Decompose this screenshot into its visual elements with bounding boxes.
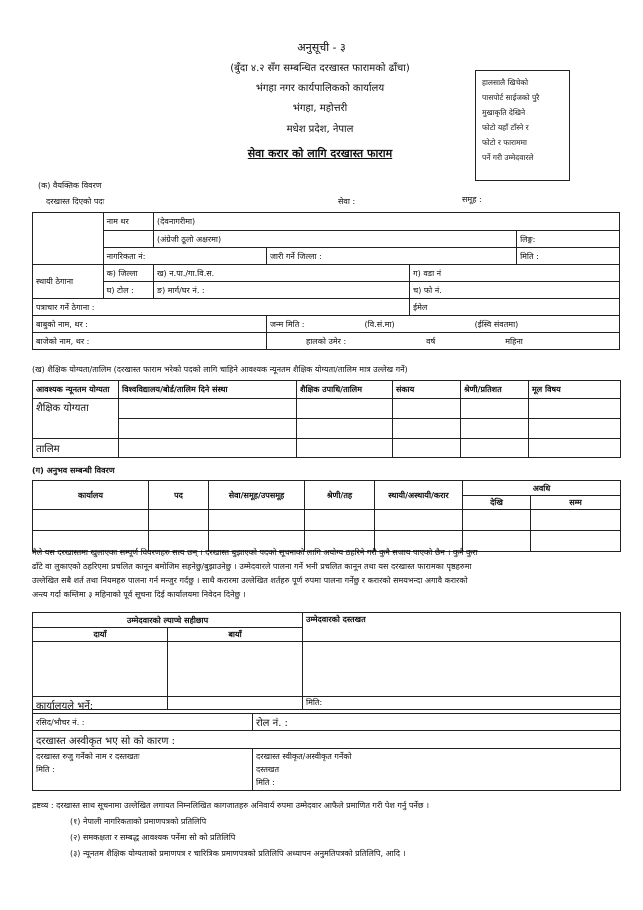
edu-cell[interactable] <box>529 439 621 458</box>
dob-bs-label: (वि.सं.मा) <box>364 319 395 329</box>
note-list <box>70 814 406 862</box>
exp-cell[interactable] <box>209 510 305 531</box>
service-label: सेवा : <box>338 197 356 206</box>
photo-line: मुखाकृति देखिने <box>482 108 526 117</box>
form-subtitle: (बुँदा ४.२ सँग सम्बन्धित दरखास्त फारामको ढाँचा) <box>230 63 410 74</box>
edu-cell[interactable] <box>119 439 297 458</box>
declaration-line: ढाँटे वा लुकाएको ठहरिएमा प्रचलित कानून बमोजिम सहनेछु/बुझाउनेछु । उम्मेदवारले पालना गर्ने भनी प्रचलित कानून तथा यस दरखास्त फारामका पृष्ठहरुमा <box>32 562 472 571</box>
left-thumb-label: बायाँ <box>168 628 303 642</box>
edu-cell[interactable] <box>119 399 297 419</box>
note-item: (१) नेपाली नागरिकताको प्रमाणपत्रको प्रतिलिपि <box>70 817 207 826</box>
edu-cell[interactable] <box>461 439 529 458</box>
exp-header-to: सम्म <box>531 496 621 510</box>
edu-header-degree: शैक्षिक उपाधि/तालिम <box>297 381 393 399</box>
exp-cell[interactable] <box>149 510 209 531</box>
personal-details-table <box>32 212 620 350</box>
name-label: नाम थर <box>103 213 153 231</box>
annex-label: अनुसूची - ३ <box>297 41 346 54</box>
exp-header-service: सेवा/समूह/उपसमूह <box>209 481 305 510</box>
permanent-address-label: स्थायी ठेगाना <box>33 265 104 299</box>
edu-cell[interactable] <box>297 399 393 419</box>
exp-cell[interactable] <box>33 510 149 531</box>
municipality-field[interactable]: ख) न.पा./गा.वि.स. <box>154 265 410 282</box>
citizenship-field[interactable]: नागरिकता नं: <box>103 248 266 265</box>
exp-header-post: पद <box>149 481 209 510</box>
signature-date-field[interactable]: मिति: <box>303 692 621 710</box>
checker-date-label: मिति : <box>36 765 55 774</box>
edu-header-faculty: संकाय <box>393 381 461 399</box>
photo-line: पासपोर्ट साईजको पुरै <box>482 93 540 102</box>
office-use-title: कार्यालयले भर्ने: <box>33 697 621 714</box>
exp-cell[interactable] <box>305 510 375 531</box>
photo-line: हालसालै खिचेको <box>482 78 529 87</box>
checker-field[interactable] <box>33 749 253 791</box>
group-label: समूह : <box>462 195 482 204</box>
phone-field[interactable]: च) फो नं. <box>410 282 620 299</box>
note-item: (२) समकक्षता र सम्बद्ध आवश्यक पर्नेमा सो को प्रतिलिपि <box>70 833 236 842</box>
dob-label: जन्म मिति : <box>269 319 305 329</box>
approver-date-label: मिति : <box>256 778 275 787</box>
marg-field[interactable]: ङ) मार्ग/घर नं. : <box>154 282 410 299</box>
email-field[interactable]: ईमेल <box>410 299 620 316</box>
exp-header-from: देखि <box>463 496 531 510</box>
declaration-line: अन्त्य गर्दा कम्तिमा ३ महिनाको पूर्व सूचना दिई कार्यालयमा निवेदन दिनेछु । <box>32 590 246 599</box>
dob-ad-label: (ईस्वि संवतमा) <box>474 319 519 329</box>
edu-header-min-qual: आवश्यक न्यूनतम योग्यता <box>33 381 119 399</box>
exp-cell[interactable] <box>463 510 531 531</box>
photo-line: फोटो यहाँ टाँस्ने र <box>482 123 529 132</box>
edu-cell[interactable] <box>461 399 529 419</box>
receipt-field[interactable]: रसिद/भौचर नं. : <box>33 714 253 731</box>
declaration-line: मैले यस दरखास्तमा खुलाएका सम्पूर्ण विवरणहरु सत्य छन् । दरखास्त बुझाएको पदको सूचनाको लागि अयोग्य ठहरिने गरी कुनै सजाय पाएको छैन । कुनै कुरा <box>32 548 478 557</box>
section-b-title: (ख) शैक्षिक योग्यता/तालिम (दरखास्त फाराम भरेको पदको लागि चाहिने आवश्यक न्यूनतम शैक्षिक योग्यता/तालिम मात्र उल्लेख गर्ने) <box>32 365 408 374</box>
declaration-line: उल्लेखित सबै शर्त तथा नियमहरु पालना गर्न मन्जुर गर्दछु । साथै करारमा उल्लेखित शर्तहरु पूर्ण रुपमा पालना गर्नेछु र करारको समयभन्दा अगावै करारको <box>32 576 468 585</box>
dob-field[interactable] <box>266 316 619 333</box>
gender-field[interactable]: लिङ्ग: <box>517 231 620 248</box>
exp-cell[interactable] <box>531 510 621 531</box>
photo-box <box>475 70 570 181</box>
edu-cell[interactable] <box>393 419 461 439</box>
edu-header-division: श्रेणी/प्रतिशत <box>461 381 529 399</box>
tole-field[interactable]: घ) टोल : <box>103 282 153 299</box>
exp-header-level: श्रेणी/तह <box>305 481 375 510</box>
edu-cell[interactable] <box>529 399 621 419</box>
exp-cell[interactable] <box>375 510 463 531</box>
edu-cell[interactable] <box>393 439 461 458</box>
candidate-signature-label: उम्मेदवारको दस्तखत <box>303 613 621 642</box>
province-name: मधेश प्रदेश, नेपाल <box>286 124 354 135</box>
fingerprint-label: उम्मेदवारको ल्याप्चे सहीछाप <box>33 613 303 628</box>
grandfather-name-field[interactable]: बाजेको नाम, थर : <box>33 333 267 350</box>
rejection-reason-field[interactable]: दरखास्त अस्वीकृत भए सो को कारण : <box>33 731 621 749</box>
district-field[interactable]: क) जिल्ला <box>103 265 153 282</box>
photo-line: फोटो र फाराममा <box>482 138 527 147</box>
note-item: (३) न्यूनतम शैक्षिक योग्यताको प्रमाणपत्र र चारित्रिक प्रमाणपत्रको प्रतिलिपि अध्यापन अनुमतिपत्रको प्रतिलिपि, आदि । <box>70 849 406 858</box>
edu-row-qualification: शैक्षिक योग्यता <box>33 399 119 419</box>
age-field[interactable] <box>266 333 619 350</box>
roll-field[interactable]: रोल नं. : <box>253 714 621 731</box>
edu-row-training: तालिम <box>33 439 119 458</box>
exp-header-type: स्थायी/अस्थायी/करार <box>375 481 463 510</box>
age-months-label: महिना <box>505 336 523 346</box>
citizenship-date-field[interactable]: मिति : <box>517 248 620 265</box>
exp-header-duration: अवधि <box>463 481 621 496</box>
section-a-title: (क) वैयक्तिक विवरण <box>38 181 102 190</box>
checker-label: दरखास्त रुजु गर्नेको नाम र दस्तखतः <box>36 752 140 761</box>
note-intro: द्रष्टव्य : दरखास्त साथ सूचनामा उल्लेखित लगायत निम्नलिखित कागजातहरु अनिवार्य रुपमा उम्मेदवार आफैले प्रमाणित गरी पेश गर्नु पर्नेछ । <box>32 801 430 810</box>
edu-header-institution: विश्वविद्यालय/बोर्ड/तालिम दिने संस्था <box>119 381 297 399</box>
edu-cell[interactable] <box>529 419 621 439</box>
post-label: दरखास्त दिएको पदः <box>46 197 105 206</box>
father-name-field[interactable]: बाबुको नाम, थर : <box>33 316 267 333</box>
mailing-address-field[interactable]: पत्राचार गर्ने ठेगाना : <box>33 299 410 316</box>
ward-field[interactable]: ग) वडा नं <box>410 265 620 282</box>
edu-cell[interactable] <box>119 419 297 439</box>
declaration <box>32 546 632 602</box>
edu-cell[interactable] <box>393 399 461 419</box>
experience-table <box>32 480 621 552</box>
edu-header-major: मूल विषय <box>529 381 621 399</box>
age-years-label: वर्ष <box>426 336 436 346</box>
age-label: हालको उमेर : <box>305 336 347 346</box>
education-table <box>32 380 621 458</box>
photo-line: पर्ने गरी उम्मेदवारले <box>482 153 534 162</box>
edu-cell[interactable] <box>297 419 393 439</box>
edu-cell[interactable] <box>297 439 393 458</box>
name-devanagari-field[interactable]: (देवनागरीमा) <box>154 213 620 231</box>
form-title: सेवा करार को लागि दरखास्त फाराम <box>247 147 393 160</box>
issued-district-field[interactable]: जारी गर्ने जिल्ला : <box>266 248 516 265</box>
approver-field[interactable] <box>253 749 621 791</box>
approver-label: दरखास्त स्वीकृत/अस्वीकृत गर्नेको <box>256 752 352 761</box>
office-place: भंगहा, महोत्तरी <box>292 103 348 114</box>
office-use-table <box>32 696 621 791</box>
office-name: भंगहा नगर कार्यपालिकको कार्यालय <box>255 83 385 94</box>
edu-cell[interactable] <box>461 419 529 439</box>
name-english-field[interactable]: (अंग्रेजी ठूलो अक्षरमा) <box>154 231 517 248</box>
approver-sign-label: दस्तखत <box>256 765 280 774</box>
exp-header-office: कार्यालय <box>33 481 149 510</box>
section-c-title: (ग) अनुभव सम्बन्धी विवरण <box>32 466 115 475</box>
right-thumb-label: दायाँ <box>33 628 168 642</box>
